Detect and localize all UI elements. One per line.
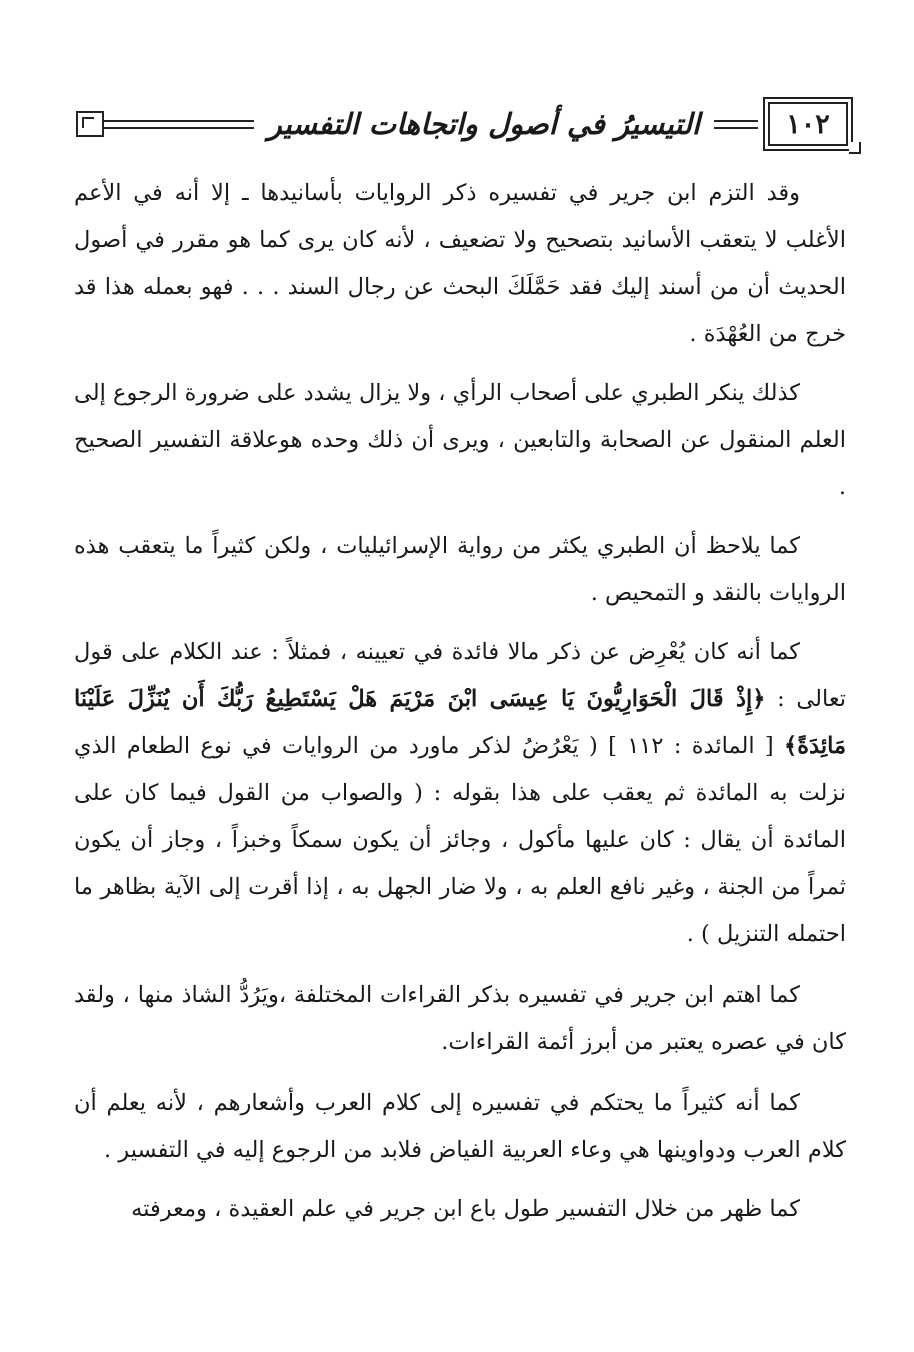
paragraph: كما اهتم ابن جرير في تفسيره بذكر القراءات المختلفة ،ويَرُدُّ الشاذ منها ، ولقد كان في عصره يعتبر من أبرز أئمة القراءات. [74,982,846,1055]
header-rule-left [104,120,254,129]
paragraph: كما ظهر من خلال التفسير طول باع ابن جرير في علم العقيدة ، ومعرفته [131,1196,800,1222]
page-number-frame [768,102,848,146]
paragraph: كما يلاحظ أن الطبري يكثر من رواية الإسرائيليات ، ولكن كثيراً ما يتعقب هذه الروايات بالنقد و التمحيص . [74,533,846,606]
book-title: التيسيرُ في أصول واتجاهات التفسير [267,107,700,141]
paragraph: وقد التزم ابن جرير في تفسيره ذكر الروايات بأسانيدها ـ إلا أنه في الأعم الأغلب لا يتعقب الأسانيد بتصحيح ولا تضعيف ، لأنه كان يرى كما هو مقرر في أصول الحديث أن من أسند إليك فقد حَمَّلَكَ البحث عن رجال السند . . . فهو بعمله هذا قد خرج من العُهْدَة . [74,180,846,347]
body-text [74,170,846,1245]
paragraph: كما أنه كثيراً ما يحتكم في تفسيره إلى كلام العرب وأشعارهم ، لأنه يعلم أن كلام العرب ودواوينها هي وعاء العربية الفياض فلابد من الرجوع إليه في التفسير . [74,1090,846,1163]
paragraph-with-verse [74,629,846,958]
header-ornament-left [76,111,104,137]
header-rule-right [714,120,758,129]
quran-verse: ﴿إِذْ قَالَ الْحَوَارِيُّونَ يَا عِيسَى ابْنَ مَرْيَمَ هَلْ يَسْتَطِيعُ رَبُّكَ أَن يُنَزِّلَ عَلَيْنَا مَائِدَةً﴾ [74,686,846,759]
paragraph: كذلك ينكر الطبري على أصحاب الرأي ، ولا يزال يشدد على ضرورة الرجوع إلى العلم المنقول عن الصحابة والتابعين ، ويرى أن ذلك وحده هوعلاقة التفسير الصحيح . [74,380,846,500]
paragraph-text: [ المائدة : ١١٢ ] ( يَعْرُضُ لذكر ماورد من الروايات في نوع الطعام الذي نزلت به المائدة ثم يعقب على هذا بقوله : ( والصواب من القول فيما كان على المائدة أن يقال : كان عليها مأكول ، وجائز أن يكون سمكاً وخبزاً ، وجاز أن يكون ثمراً من الجنة ، وغير نافع العلم به ، ولا ضار الجهل به ، إذا أقرت إلى الآية بظاهر ما احتمله التنزيل ) . [74,733,846,947]
page-number: ١٠٢ [786,108,830,140]
paragraph-text: كما أنه كان يُعْرِض عن ذكر مالا فائدة في تعيينه ، فمثلاً : عند الكلام على قول تعالى : [74,639,847,712]
running-header [76,96,866,152]
frame-ornament [849,142,861,154]
